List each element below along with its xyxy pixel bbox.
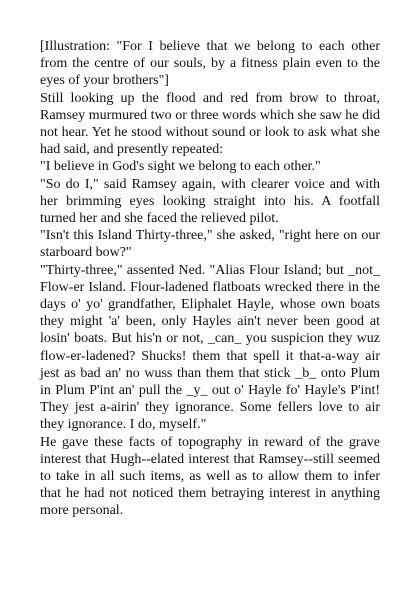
paragraph: "So do I," said Ramsey again, with clearer voice and with her brimming eyes looking straight into his. A footfall turned her and she faced the relieved pilot. [40, 176, 380, 227]
body-text [40, 38, 380, 520]
paragraph: Still looking up the flood and red from brow to throat, Ramsey murmured two or three words which she saw he did not hear. Yet he stood without sound or look to ask what she had said, and presently repeated: [40, 90, 380, 158]
paragraph: "I believe in God's sight we belong to each other." [40, 159, 321, 175]
illustration-caption: [Illustration: "For I believe that we belong to each other from the centre of our souls, by a fitness plain even to the eyes of your brothers"] [40, 39, 380, 89]
paragraph: He gave these facts of topography in reward of the grave interest that Hugh--elated interest that Ramsey--still seemed to take in all such items, as well as to allow them to infer that he had not noticed them betraying interest in anything more personal. [40, 434, 380, 519]
paragraph: "Thirty-three," assented Ned. "Alias Flour Island; but _not_ Flow-er Island. Flour-ladened flatboats wrecked there in the days o' yo' grandfather, Eliphalet Hayle, whose own boats they might 'a' been, only Hayles ain't never been good at losin' boats. But his'n or not, _can_ you suspicion they wuz flow-er-ladened? Shucks! them that spell it that-a-way air jest as bad an' no wuss than them that stick _b_ onto Plum in Plum P'int an' pull the _y_ out o' Hayle fo' Hayle's P'int! They jest a-airin' they ignorance. Some fellers love to air they ignorance. I do, myself." [40, 262, 380, 433]
paragraph: "Isn't this Island Thirty-three," she asked, "right here on our starboard bow?" [40, 228, 380, 261]
